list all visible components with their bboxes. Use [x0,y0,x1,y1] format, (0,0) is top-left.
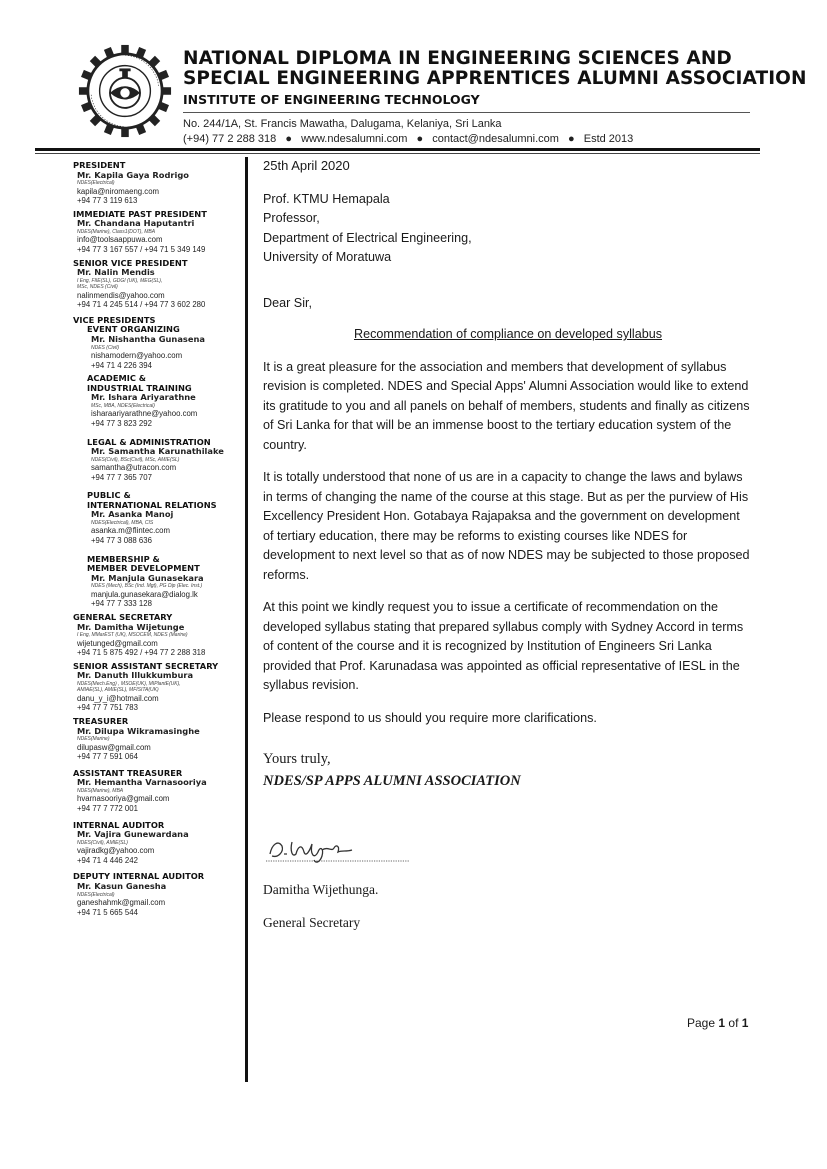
role-title: INTERNATIONAL RELATIONS [87,499,217,510]
page-total: 1 [741,1016,749,1030]
role-title: ACADEMIC & [87,373,147,384]
member-email: asanka.m@flintec.com [91,526,170,536]
member-email: wijetunged@gmail.com [77,638,158,648]
member-email: hvarnasooriya@gmail.com [77,794,170,804]
page-of: of [728,1016,739,1030]
closing-organization: NDES/SP APPS ALUMNI ASSOCIATION [263,772,521,789]
member-email: vajiradkg@yahoo.com [77,846,155,856]
member-email: manjula.gunasekara@dialog.lk [91,589,198,599]
committee-sidebar [73,161,243,921]
role-title: SENIOR ASSISTANT SECRETARY [73,660,219,671]
committee-entry-vp-academic [73,374,243,428]
institute-name: INSTITUTE OF ENGINEERING TECHNOLOGY [183,92,480,107]
letter-date: 25th April 2020 [263,158,350,173]
role-title: MEMBER DEVELOPMENT [87,563,200,574]
member-qualifications: NDES(Civil), BSc(Civil), MSc, AMIE(SL) [91,456,180,463]
signer-name: Damitha Wijethunga. [263,882,379,897]
member-name: Mr. Damitha Wijetunge [77,621,185,632]
letter-subject: Recommendation of compliance on developed syllabus [353,327,663,341]
committee-entry-vp-event [73,325,243,370]
committee-entry-assistant-treasurer [73,769,243,814]
member-name: Mr. Asanka Manoj [91,509,174,520]
recipient-department: Department of Electrical Engineering, [263,230,472,245]
member-phone: +94 71 4 226 394 [91,360,152,370]
member-qualifications: NDES(Electrical) [77,180,115,187]
signature-block [263,880,753,932]
role-title: IMMEDIATE PAST PRESIDENT [73,208,207,219]
committee-entry-deputy-auditor [73,872,243,917]
member-phone: +94 77 7 591 064 [77,752,138,762]
signer-title: General Secretary [263,914,361,930]
role-title: INTERNAL AUDITOR [73,819,165,830]
member-name: Mr. Nishantha Gunasena [91,333,205,344]
member-qualifications: I Eng, MMarEST (UK), MSOCEM, NDES (Marine) [77,632,188,639]
member-email: isharaariyarathne@yahoo.com [91,409,198,419]
committee-entry-president [73,161,243,206]
member-qualifications: MSc, NDES (Civil) [77,284,118,291]
member-phone: +94 77 3 088 636 [91,536,152,546]
member-email: nalinmendis@yahoo.com [77,290,165,300]
member-name: Mr. Kasun Ganesha [77,880,167,891]
member-qualifications: NDES (Mech), BSc (Ind. Mgt), PG Dip (Elec. Inst.) [91,583,203,590]
role-title: PUBLIC & [87,490,131,501]
role-title: DEPUTY INTERNAL AUDITOR [73,871,205,882]
member-phone: +94 77 7 333 128 [91,599,152,609]
member-qualifications: AMIAE(SL), AMIE(SL), MFISITA(UK) [77,687,159,694]
member-qualifications: I Eng, FIIE(SL), GDGI (UK), MEG(SL), [77,277,163,284]
member-name: Mr. Kapila Gaya Rodrigo [77,169,189,180]
committee-entry-general-secretary [73,613,243,658]
member-phone: +94 77 7 751 783 [77,703,138,713]
sidebar-divider [245,157,248,1082]
member-email: nishamodern@yahoo.com [91,350,183,360]
salutation: Dear Sir, [263,295,312,310]
title-line-1: NATIONAL DIPLOMA IN ENGINEERING SCIENCES AND [183,48,732,69]
member-email: info@toolsaappuwa.com [77,235,163,245]
page-current: 1 [718,1016,726,1030]
committee-entry-treasurer [73,717,243,762]
organization-title [183,49,807,89]
separator-icon: ● [416,133,424,145]
member-qualifications: NDES(Civil), AMIE(SL) [77,839,128,846]
letter-body [263,156,753,791]
role-title: EVENT ORGANIZING [87,324,180,335]
member-phone: +94 77 3 119 613 [77,196,138,206]
member-name: Mr. Danuth Illukkumbura [77,670,194,681]
member-qualifications: NDES(Marine), MBA [77,787,124,794]
role-title: MEMBERSHIP & [87,553,160,564]
header-rule [35,148,760,151]
established-year: Estd 2013 [583,133,634,145]
header-divider [183,112,750,113]
member-email: danu_y_i@hotmail.com [77,693,159,703]
title-line-2: SPECIAL ENGINEERING APPRENTICES ALUMNI ASSOCIATION [183,68,807,89]
committee-entry-senior-vp [73,259,243,310]
member-name: Mr. Nalin Mendis [77,267,155,278]
committee-entry-vp-public [73,491,243,545]
header-rule-thin [35,153,760,154]
member-phone: +94 77 7 772 001 [77,803,138,813]
member-phone: +94 77 3 823 292 [91,418,152,428]
member-email: kapila@niromaeng.com [77,186,160,196]
member-name: Mr. Dilupa Wikramasinghe [77,725,200,736]
paragraph-2: It is totally understood that none of us are in a capacity to change the laws and bylaws in terms of changing the name of the course at this stage. But as per the purview of His Excellency President Hon. Gotabaya Rajapaksa and the government on development of tertiary education, there may be reforms to existing courses like NDES for development to next level so that as of now NDES may be subjected to those proposed reforms. [263,470,750,582]
role-title: SENIOR VICE PRESIDENT [73,257,188,268]
paragraph-4: Please respond to us should you require more clarifications. [263,710,597,725]
member-name: Mr. Manjula Gunasekara [91,572,204,583]
member-qualifications: NDES(Marine) [77,736,110,743]
role-title: LEGAL & ADMINISTRATION [87,436,211,447]
member-phone: +94 71 4 446 242 [77,855,138,865]
member-qualifications: NDES(Mech.Eng) , MSOE(UK), MIPlantE(UK), [77,681,181,687]
paragraph-1: It is a great pleasure for the association and members that development of syllabus revision is completed. NDES and Special Apps' Alumni Association would like to extend its gratitude to you and all panels on behalf of members, students and finally as citizens of Sri Lanka for that will be an immense boost to the tertiary education system of the country. [263,359,750,452]
closing: Yours truly, [263,751,331,767]
role-title: INDUSTRIAL TRAINING [87,382,192,393]
role-title: TREASURER [73,716,129,726]
postal-address: No. 244/1A, St. Francis Mawatha, Dalugama, Kelaniya, Sri Lanka [183,118,502,130]
association-emblem-icon [78,44,172,138]
committee-entry-past-president [73,210,243,255]
recipient-title: Professor, [263,211,320,225]
member-qualifications: NDES(Marine), Class1(DOT), MBA [77,228,156,235]
member-phone: +94 71 5 875 492 / +94 77 2 288 318 [77,648,206,658]
handwritten-signature [262,830,412,866]
recipient-organization: University of Moratuwa [263,250,392,264]
role-title: ASSISTANT TREASURER [73,767,183,778]
member-phone: +94 77 7 365 707 [91,472,152,482]
member-name: Mr. Vajira Gunewardana [77,829,189,840]
page-number [687,1016,748,1030]
contact-phone: (+94) 77 2 288 318 [183,133,277,145]
member-qualifications: MSc, MBA, NDES(Electrical) [91,402,155,409]
member-email: ganeshahmk@gmail.com [77,897,166,907]
member-email: dilupasw@gmail.com [77,742,151,752]
member-phone: +94 71 5 665 544 [77,907,138,917]
contact-website: www.ndesalumni.com [301,133,408,145]
member-name: Mr. Hemantha Varnasooriya [77,777,207,788]
member-email: samantha@utracon.com [91,463,177,473]
recipient-name: Prof. KTMU Hemapala [263,191,390,206]
committee-entry-vp-membership [73,555,243,609]
separator-icon: ● [568,133,575,145]
committee-entry-internal-auditor [73,821,243,866]
member-phone: +94 77 3 167 557 / +94 71 5 349 149 [77,244,206,254]
member-qualifications: NDES(Electrical) [77,891,115,898]
paragraph-3: At this point we kindly request you to issue a certificate of recommendation on the developed syllabus stating that prepared syllabus comply with Sydney Accord in terms of content of the course and it is recognized by Institution of Engineers Sri Lanka provided that Prof. Karunadasa was appointed as official representative of IESL in the syllabus revision. [263,600,744,692]
contact-line [183,133,633,145]
member-phone: +94 71 4 245 514 / +94 77 3 602 280 [77,300,206,310]
member-name: Mr. Ishara Ariyarathne [91,392,196,403]
page-label: Page [687,1016,716,1030]
member-name: Mr. Chandana Haputantri [77,218,195,229]
contact-email: contact@ndesalumni.com [432,133,559,145]
committee-entry-vp-legal [73,438,243,483]
member-qualifications: NDES (Civil) [91,344,120,351]
committee-entry-assistant-secretary [73,662,243,713]
role-title: PRESIDENT [73,160,126,170]
vice-presidents-heading: VICE PRESIDENTS [73,314,156,325]
member-qualifications: NDES(Electrical), MBA, CIS [91,520,154,527]
separator-icon: ● [285,133,292,145]
member-name: Mr. Samantha Karunathilake [91,446,224,457]
role-title: GENERAL SECRETARY [73,612,173,623]
